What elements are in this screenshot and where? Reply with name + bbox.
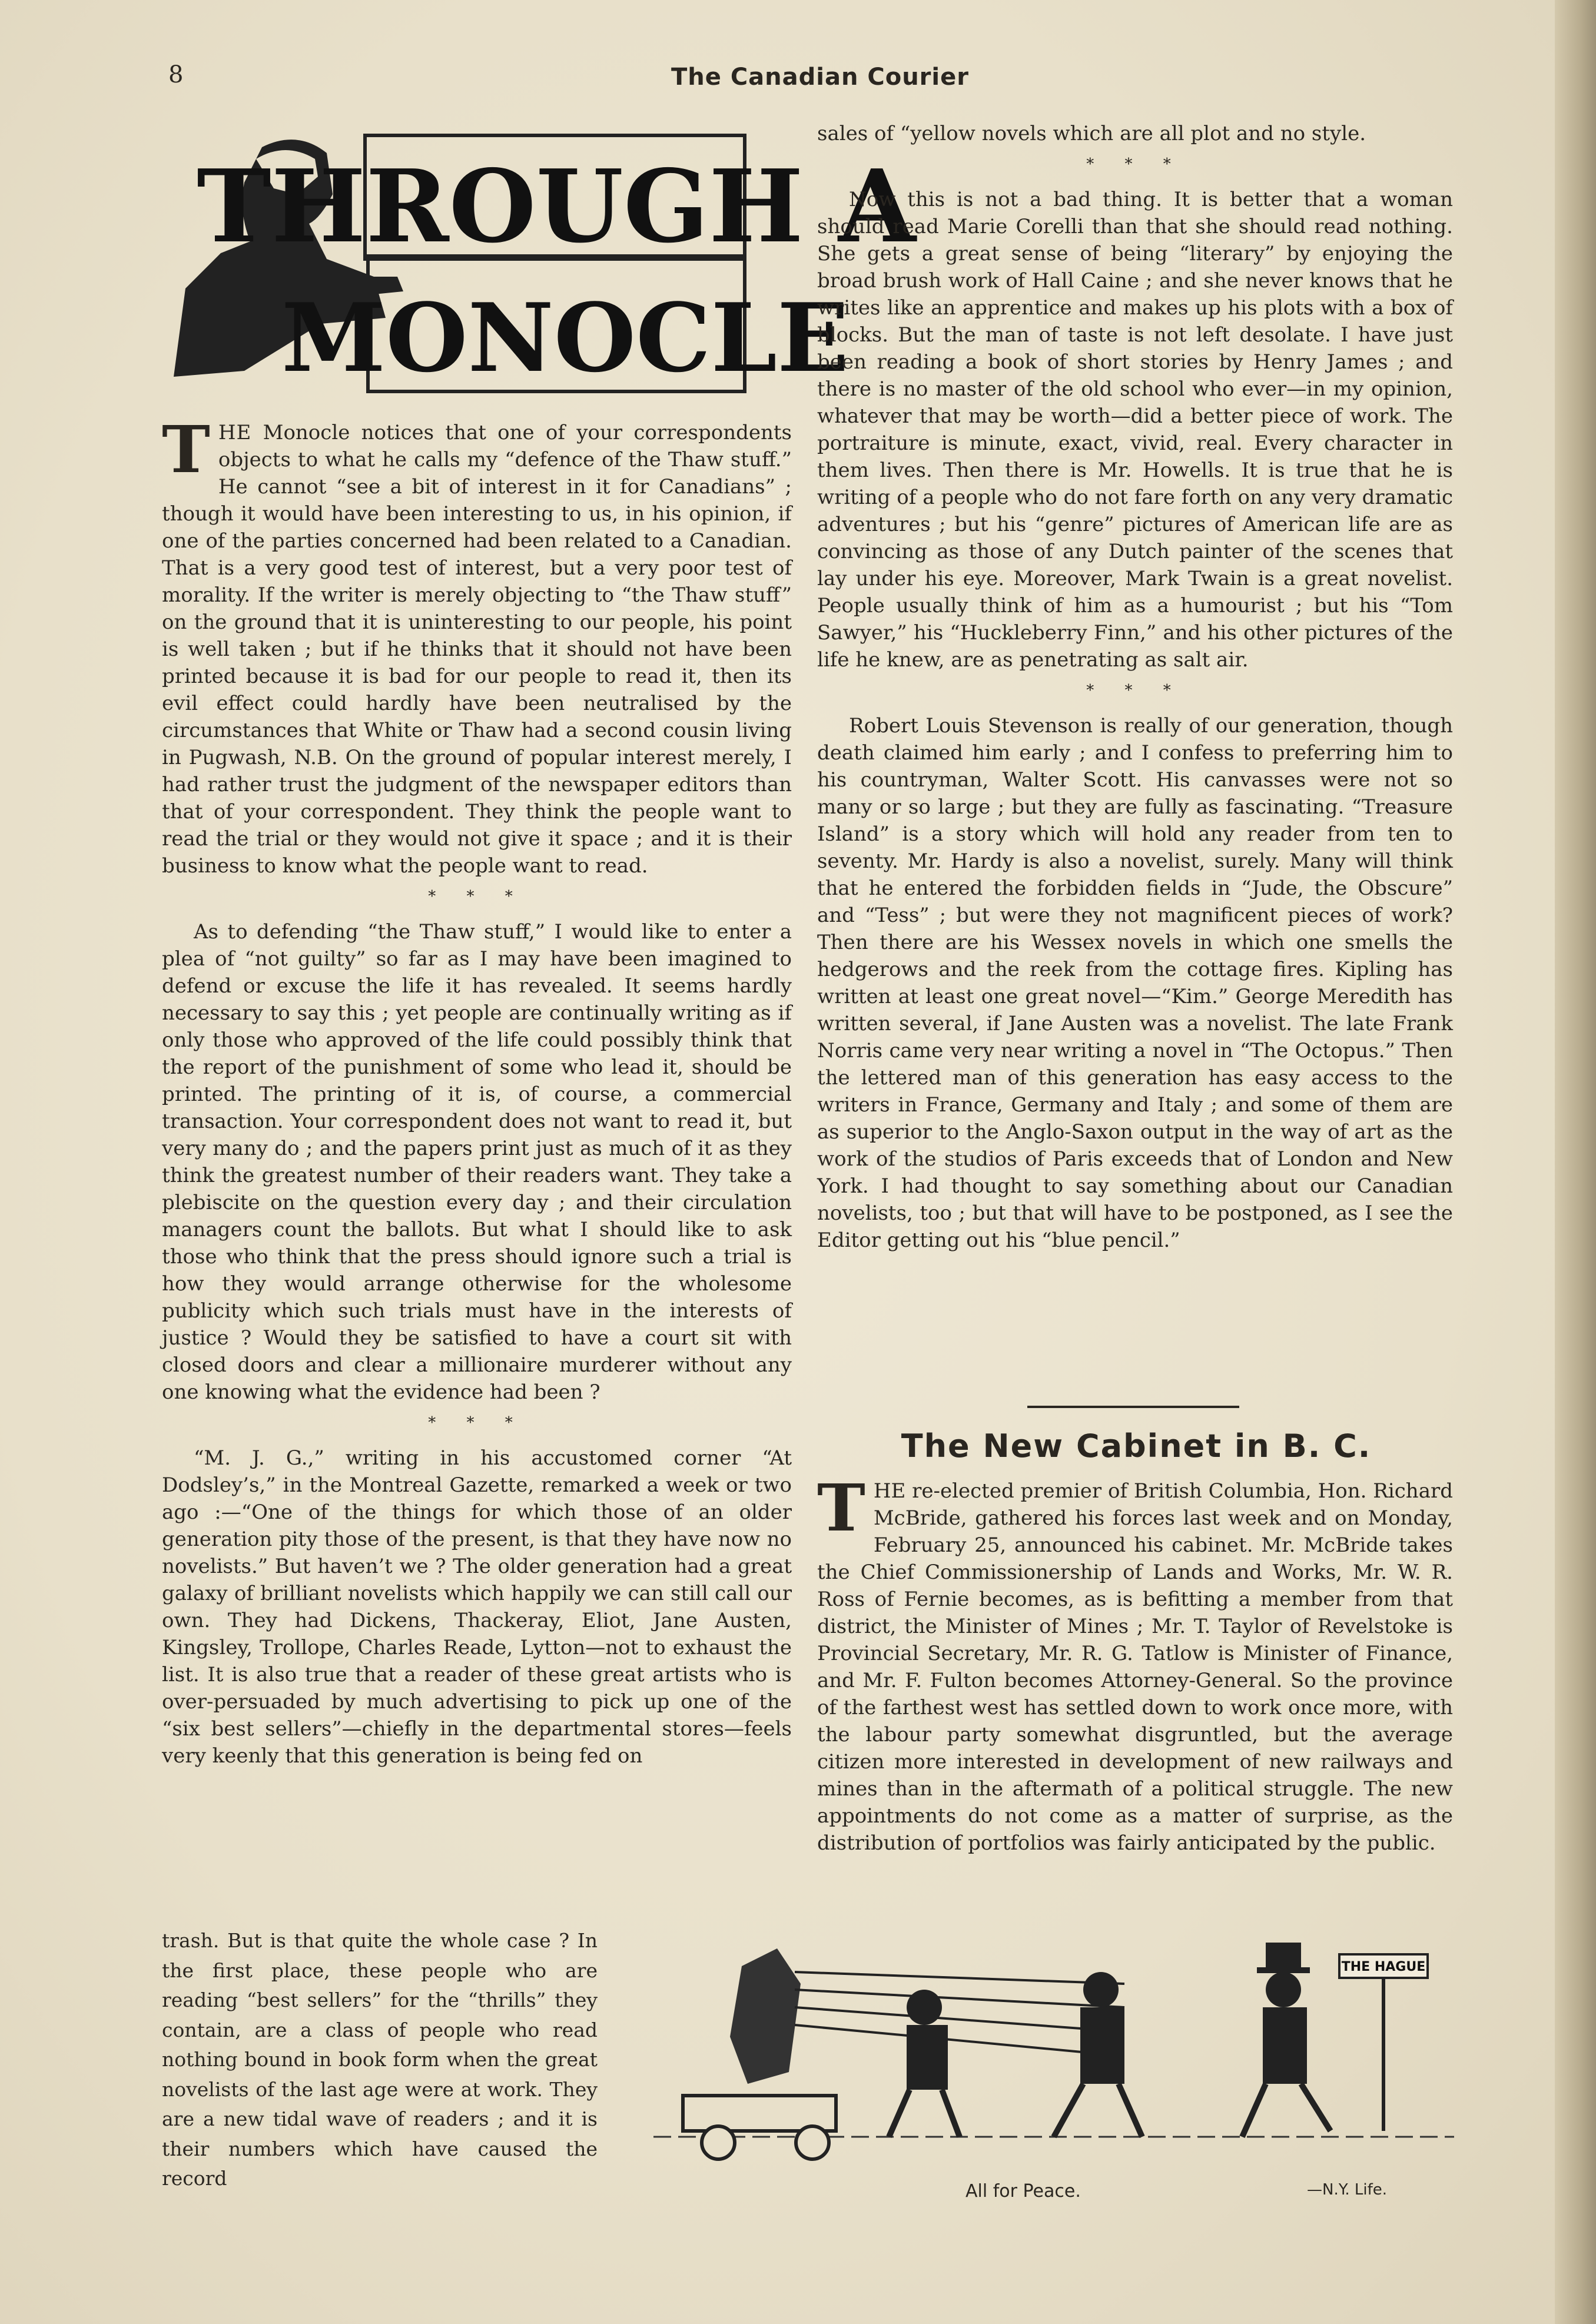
marching-figure xyxy=(889,1990,960,2137)
paragraph-5: Robert Louis Stevenson is really of our generation, though death claimed him early ; and I confess to preferring him to his countryman, Walter Scott. His canvasses were not so many or so large ; but they are fully as fascinating. “Treasure Island” is a story which will hold any reader from ten to seventy. Mr. Hardy is also a novelist, surely. Many will think that he entered the forbidden fields in “Jude, the Obscure” and “Tess” ; but were they not magnificent pieces of work? Then there are his Wessex novels in which one smells the hedgerows and the reek from the cottage fires. Kipling has written at least one great novel—“Kim.” George Meredith has written several, if Jane Austen was a novelist. The late Frank Norris came very near writing a novel in “The Octopus.” Then the lettered man of this generation has easy access to the writers in France, Germany and Italy ; and some of them are as superior to the Anglo-Saxon output in the way of art as the work of the studios of Paris exceeds that of London and New York. I had thought to say something about our Canadian novelists, too ; but that will have to be postponed, as I see the Editor getting out his “blue pencil.” xyxy=(817,714,1453,1252)
paragraph-3-continued: trash. But is that quite the whole case ? In the first place, these people who are reading “best sellers” for the “thrills” they contain, are a class of people who read nothing bound in book form when the great novelists of the last age were at work. They are a new tidal wave of readers ; and it is their numbers which have caused the record xyxy=(162,1929,598,2190)
section-separator: * * * xyxy=(428,1414,526,1432)
cabinet-paragraph: THE re-elected premier of British Columbia, Hon. Richard McBride, gathered his forces last week and on Monday, February 25, announced his cabinet. Mr. McBride takes the Chief Commissionership of Lands and Works, Mr. W. R. Ross of Fernie becomes, as is befitting a member from that district, the Minister of Mines ; Mr. T. Taylor of Revelstoke is Provincial Secretary, Mr. R. G. Tatlow is Minister of Finance, and Mr. F. Fulton becomes Attorney-General. So the province of the farthest west has settled down to work once more, with the labour party somewhat disgruntled, but the average citizen more interested in development of new railways and mines than in the aftermath of a political struggle. The new appointments do not come as a matter of surprise, as the distribution of portfolios was fairly anticipated by the public. xyxy=(817,1470,1453,1855)
section-separator: * * * xyxy=(1086,155,1184,173)
cabinet-article xyxy=(817,1470,1453,1857)
logo-line2: MONOCLE xyxy=(281,283,849,393)
dropcap: T xyxy=(817,1470,865,1546)
dropcap: T xyxy=(162,411,210,487)
section-separator: * * * xyxy=(1086,682,1184,699)
all-for-peace-cartoon xyxy=(642,1919,1478,2190)
left-column-continuation xyxy=(162,1926,598,2194)
section-rule xyxy=(1027,1406,1239,1408)
the-hague-sign-label: THE HAGUE xyxy=(1341,1960,1426,1974)
paragraph-4: Now this is not a bad thing. It is better that a woman should read Marie Corelli than that she should read nothing. She gets a great sense of being “literary” by enjoying the broad brush work of Hall Caine ; and she never knows that he writes like an apprentice and makes up his plots with a box of blocks. But the man of taste is not left desolate. I have just been reading a book of short stories by Henry James ; and there is no master of the old school who ever—in my opinion, whatever that may be worth—did a better piece of work. The portraiture is minute, exact, vivid, real. Every character in them lives. Then there is Mr. Howells. It is true that he is writing of a people who do not fare forth on any very dramatic adventures ; but his “genre” pictures of American life are as convincing as those of any Dutch painter of the scenes that lay under his eye. Moreover, Mark Twain is a great novelist. People usually think of him as a humourist ; but his “Tom Sawyer,” his “Huckleberry Finn,” and his other pictures of the life he knew, are as penetrating as salt air. xyxy=(817,188,1453,672)
cabinet-heading: The New Cabinet in B. C. xyxy=(901,1427,1372,1465)
running-head: The Canadian Courier xyxy=(671,64,969,91)
paragraph-3: “M. J. G.,” writing in his accustomed corner “At Dodsley’s,” in the Montreal Gazette, remarked a week or two ago :—“One of the things for which those of an older generation pity those of the present, is that they have now no novelists.” But haven’t we ? The older generation had a great galaxy of brilliant novelists which happily we can still call our own. They had Dickens, Thackeray, Eliot, Jane Austen, Kingsley, Trollope, Charles Reade, Lytton—not to exhaust the list. It is also true that a reader of these great artists who is over-persuaded by much advertising to pick up one of the “six best sellers”—chiefly in the departmental stores—feels very keenly that this generation is being fed on xyxy=(162,1446,792,1768)
paragraph-1: THE Monocle notices that one of your correspondents objects to what he calls my “defence of the Thaw stuff.” He cannot “see a bit of interest in it for Canadians” ; though it would have been interesting to us, in his opinion, if one of the parties concerned had been related to a Canadian. That is a very good test of interest, but a very poor test of morality. If the writer is merely objecting to “the Thaw stuff” on the ground that it is uninteresting to our people, his point is well taken ; but if he thinks that it should not have been printed because it is bad for our people to read it, then its evil effect could hardly have been neutralised by the circumstances that White or Thaw had a second cousin living in Pugwash, N.B. On the ground of popular interest merely, I had rather trust the judgment of the newspaper editors than that of your correspondent. They think the people want to read the trial or they would not give it space ; and it is their business to know what the people want to read. xyxy=(162,411,792,878)
section-separator: * * * xyxy=(428,888,526,905)
paragraph-3-continued-2: sales of “yellow novels which are all plot and no style. xyxy=(817,122,1366,145)
right-column xyxy=(817,120,1453,1254)
logo-line1: THROUGH A xyxy=(197,148,916,265)
through-a-monocle-logo xyxy=(174,124,916,400)
cartoon-caption: All for Peace. xyxy=(965,2181,1081,2202)
marching-figure xyxy=(1242,1943,1330,2137)
page-number: 8 xyxy=(168,61,184,88)
paragraph-2: As to defending “the Thaw stuff,” I would like to enter a plea of “not guilty” so far as I may have been imagined to defend or excuse the life it has revealed. It seems hardly necessary to say this ; yet people are continually writing as if only those who approved of the life could possibly think that the report of the punishment of some who lead it, should be printed. The printing of it is, of course, a commercial transaction. Your correspondent does not want to read it, but very many do ; and the papers print just as much of it as they think the greatest number of their readers want. They take a plebiscite on the question every day ; and their circulation managers count the ballots. But what I should like to ask those who think that the press should ignore such a trial is how they would arrange otherwise for the wholesome publicity which such trials must have in the interests of justice ? Would they be satisfied to have a court sit with closed doors and clear a millionaire murderer without any one knowing what the evidence had been ? xyxy=(162,920,792,1404)
marching-figure xyxy=(1054,1972,1142,2137)
left-column xyxy=(162,411,792,1769)
page-edge xyxy=(1555,0,1596,2324)
cartoon-credit: —N.Y. Life. xyxy=(1307,2181,1387,2199)
